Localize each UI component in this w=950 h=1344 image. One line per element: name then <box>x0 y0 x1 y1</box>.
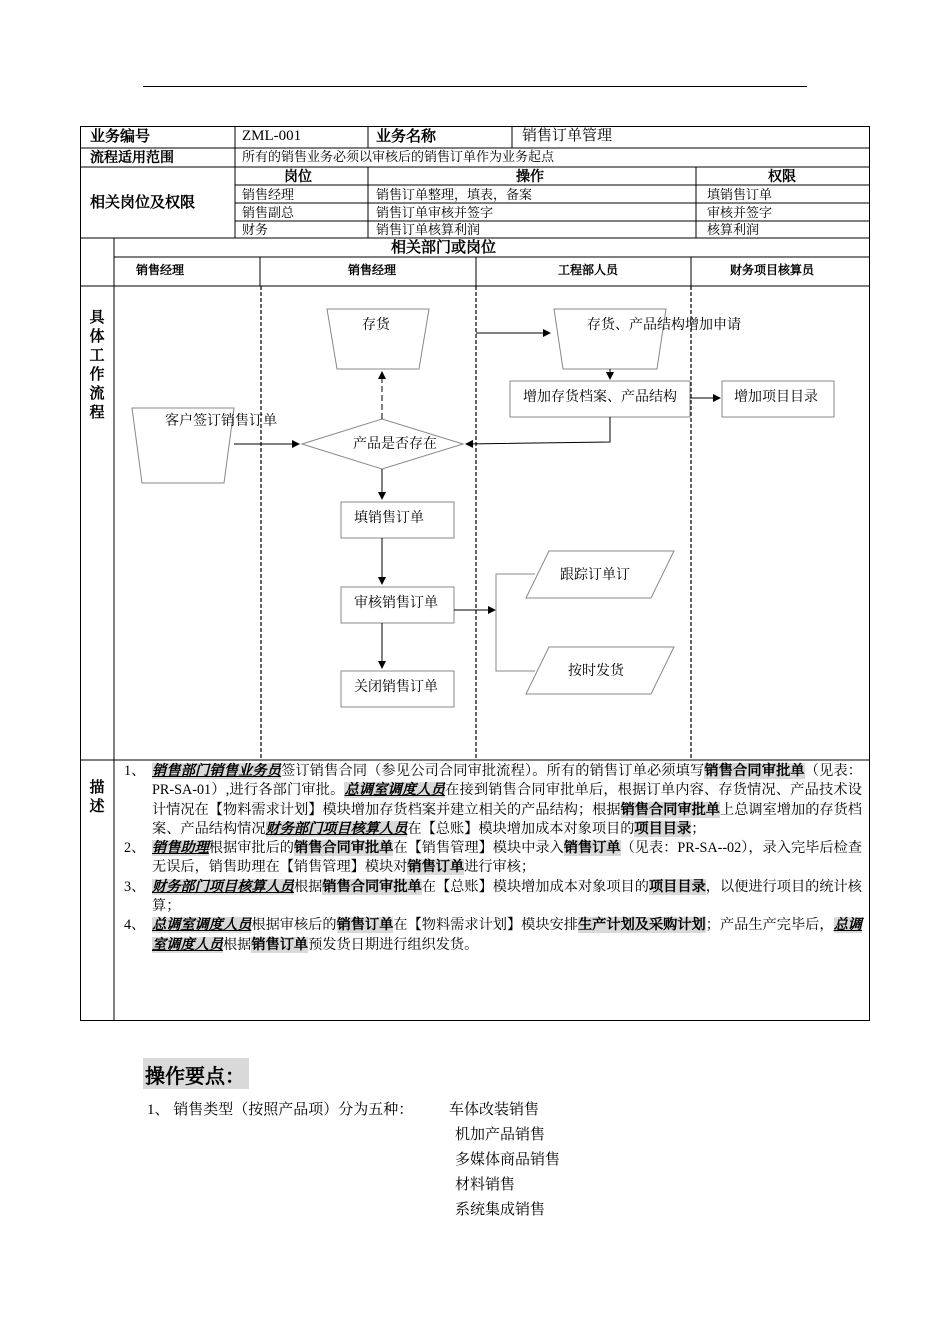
node-product-exists: 产品是否存在 <box>353 437 437 452</box>
dept-header: 相关部门或岗位 <box>391 239 497 256</box>
role-name: 销售部门销售业务员 <box>152 763 282 779</box>
document-name: 销售订单 <box>336 917 394 934</box>
branch-connector <box>496 574 535 671</box>
process-table <box>80 126 870 1021</box>
notes-title: 操作要点： <box>143 1058 249 1089</box>
document-name: 销售合同审批单 <box>620 801 720 818</box>
scope-label: 流程适用范围 <box>90 149 174 165</box>
node-ship-on-time: 按时发货 <box>568 664 624 679</box>
document-name: 销售订单 <box>251 936 309 953</box>
role-operation: 销售订单审核并签字 <box>376 205 494 220</box>
node-add-project: 增加项目目录 <box>734 390 818 405</box>
sales-type: 车体改装销售 <box>449 1102 540 1118</box>
document-name: 生产计划及采购计划 <box>577 917 706 934</box>
role-post: 财务 <box>242 222 269 237</box>
lane-3: 工程部人员 <box>558 263 619 277</box>
sales-type: 系统集成销售 <box>455 1202 546 1218</box>
col-operation: 操作 <box>516 168 544 184</box>
notes-line: 1、 销售类型（按照产品项）分为五种： <box>147 1102 414 1118</box>
description-text: 在接到销售合同审批单后，根据订单内容、存货情况、产品技术设计情况在【物料需求计划】模块增加存货档案并建立相关的产品结构；根据 <box>152 782 862 818</box>
node-customer-order: 客户签订销售订单 <box>165 414 277 429</box>
sales-type: 材料销售 <box>455 1177 516 1193</box>
description-text: ，以便进行项目的统计核算； <box>152 878 862 915</box>
document-name: 项目目录 <box>648 878 706 895</box>
role-operation: 销售订单整理，填表，备案 <box>376 187 533 202</box>
description-text: 在【总账】模块增加成本对象项目的 <box>421 878 649 895</box>
flow-side-label: 具体工作流程 <box>89 309 105 421</box>
col-post: 岗位 <box>284 168 312 184</box>
node-add-inventory-file: 增加存货档案、产品结构 <box>523 390 677 405</box>
arrow-back-to-diamond <box>466 417 610 444</box>
roles-label: 相关岗位及权限 <box>90 194 196 211</box>
description-item <box>124 878 862 917</box>
role-post: 销售经理 <box>242 187 295 202</box>
document-name: 项目目录 <box>634 820 692 837</box>
role-name: 销售助理 <box>152 840 209 857</box>
item-number: 3、 <box>124 878 146 895</box>
node-fill-order: 填销售订单 <box>354 511 424 526</box>
role-post: 销售副总 <box>242 205 295 220</box>
item-number: 1、 <box>124 763 146 779</box>
lane-4: 财务项目核算员 <box>730 263 815 277</box>
document-name: 销售订单 <box>563 840 621 857</box>
description-list <box>124 762 862 955</box>
description-text: 根据 <box>293 878 323 895</box>
description-text: 根据审批后的 <box>208 840 294 857</box>
item-number: 4、 <box>124 917 146 934</box>
role-permission: 核算利润 <box>707 222 760 237</box>
description-text: 根据 <box>222 936 252 953</box>
item-number: 2、 <box>124 840 146 857</box>
biz-code-label: 业务编号 <box>90 128 151 145</box>
description-text: ； <box>691 820 706 837</box>
lane-1: 销售经理 <box>136 263 185 277</box>
node-close-order: 关闭销售订单 <box>354 680 438 695</box>
description-text: 上总调室增加的存货档案、产品结构情况 <box>152 801 862 837</box>
col-permission: 权限 <box>768 168 796 184</box>
sales-type: 多媒体商品销售 <box>455 1152 561 1168</box>
biz-name-value: 销售订单管理 <box>522 128 613 144</box>
sales-type: 机加产品销售 <box>455 1127 546 1143</box>
role-operation: 销售订单核算利润 <box>376 222 481 237</box>
node-track-order: 跟踪订单订 <box>560 568 630 583</box>
biz-code-value: ZML-001 <box>242 128 302 144</box>
document-name: 销售合同审批单 <box>294 840 394 857</box>
document-name: 销售订单 <box>407 859 465 876</box>
node-inventory: 存货 <box>362 318 390 333</box>
role-permission: 填销售订单 <box>707 187 773 202</box>
top-rule <box>143 86 807 87</box>
description-text: （见表：PR-SA-01）,进行各部门审批。 <box>152 763 862 799</box>
role-name: 财务部门项目核算人员 <box>265 820 408 837</box>
node-review-order: 审核销售订单 <box>354 596 438 611</box>
description-item <box>124 916 862 955</box>
desc-side-label: 描述 <box>89 779 105 815</box>
role-name: 财务部门项目核算人员 <box>152 878 294 895</box>
document-name: 销售合同审批单 <box>704 763 805 779</box>
description-text: 在【销售管理】模块中录入 <box>393 840 564 857</box>
description-text: 签订销售合同（参见公司合同审批流程）。所有的销售订单必须填写 <box>281 763 705 779</box>
description-text: ；产品生产完毕后， <box>705 917 834 934</box>
description-text: 在【总账】模块增加成本对象项目的 <box>407 820 635 837</box>
lane-2: 销售经理 <box>348 263 397 277</box>
description-item <box>124 762 862 839</box>
description-text: 在【物料需求计划】模块安排 <box>393 917 578 934</box>
role-name: 总调室调度人员 <box>152 917 862 953</box>
biz-name-label: 业务名称 <box>376 128 437 145</box>
role-name: 总调室调度人员 <box>344 782 446 799</box>
document-name: 销售合同审批单 <box>322 878 422 895</box>
scope-value: 所有的销售业务必须以审核后的销售订单作为业务起点 <box>242 149 555 164</box>
description-text: 进行审核； <box>464 859 536 876</box>
description-text: 预发货日期进行组织发货。 <box>308 936 479 953</box>
role-name: 总调室调度人员 <box>152 917 252 934</box>
description-text: （见表：PR-SA--02），录入完毕后检查无误后，销售助理在【销售管理】模块对 <box>152 840 862 876</box>
description-text: 根据审核后的 <box>251 917 337 934</box>
role-permission: 审核并签字 <box>707 205 773 220</box>
node-inventory-request: 存货、产品结构增加申请 <box>587 318 741 333</box>
description-item <box>124 839 862 878</box>
